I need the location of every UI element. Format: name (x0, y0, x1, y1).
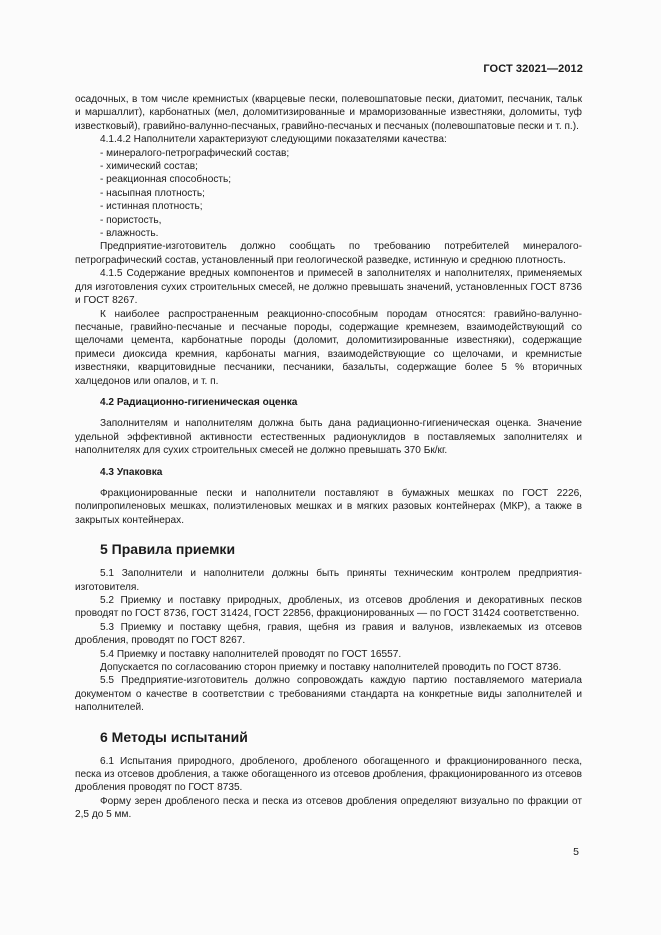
list-item: - истинная плотность; (100, 201, 203, 213)
quality-indicators-list (75, 147, 582, 241)
section-heading-5: 5 Правила приемки (100, 541, 236, 558)
paragraph: 4.1.5 Содержание вредных компонентов и примесей в заполнителях и наполнителях, применяемых для изготовления сухих строительных смесей, не должно превышать значений, установленных ГОСТ 8736 и ГОСТ 8267. (75, 268, 582, 307)
list-item: - минералого-петрографический состав; (100, 147, 290, 159)
document-body (75, 93, 582, 822)
list-item: - насыпная плотность; (100, 187, 205, 199)
paragraph: Фракционированные пески и наполнители поставляют в бумажных мешках по ГОСТ 2226, полипропиленовых мешках, полиэтиленовых мешках и в мягких разовых контейнерах (МКР), а также в закрытых контейнерах. (75, 487, 582, 526)
paragraph: осадочных, в том числе кремнистых (кварцевые пески, полевошпатовые пески, диатомит, песчаник, тальк и маршаллит), карбонатных (мел, доломитизированные и мраморизованные известняки, доломиты, туф известковый), гравийно-валунно-песчаных, гравийно-песчаных и песчаных (полевошпатовые пески и т. п.). (75, 94, 582, 132)
paragraph: Заполнителям и наполнителям должна быть дана радиационно-гигиеническая оценка. Значение удельной эффективной активности естественных радионуклидов в поставляемых заполнителях и наполнителях для сухих строительных смесей не должно превышать 370 Бк/кг. (75, 418, 582, 457)
list-item: - влажность. (100, 228, 159, 240)
section-heading-4-2: 4.2 Радиационно-гигиеническая оценка (100, 396, 298, 408)
paragraph: Допускается по согласованию сторон приемку и поставку наполнителей проводить по ГОСТ 8736. (100, 662, 562, 674)
paragraph: Форму зерен дробленого песка и песка из отсевов дробления определяют визуально по фракции от 2,5 до 5 мм. (75, 795, 582, 821)
paragraph: 5.1 Заполнители и наполнители должны быть приняты техническим контролем предприятия-изготовителя. (75, 568, 582, 593)
section-heading-6: 6 Методы испытаний (100, 728, 248, 745)
paragraph: К наиболее распространенным реакционно-способным породам относятся: гравийно-валунно-песчаные, гравийно-песчаные и песчаные породы, содержащие кремнезем, взаимодействующий со щелочами цемента, карбонатные породы (доломит, доломитизированные известняки), содержащие примеси диоксида кремния, карбонаты магния, взаимодействующие со щелочами, и кремнистые известняки, кварцитовидные песчаники, песчаники, базальты, содержащие более 5 % вторичных халцедонов или опалов, и т. п. (75, 308, 582, 387)
paragraph: 5.3 Приемку и поставку щебня, гравия, щебня из гравия и валунов, извлекаемых из отсевов дробления, проводят по ГОСТ 8267. (75, 621, 582, 647)
paragraph: Предприятие-изготовитель должно сообщать по требованию потребителей минералого-петрографический состав, установленный при геологической разведке, истинную и среднюю плотность. (75, 241, 582, 266)
paragraph: 4.1.4.2 Наполнители характеризуют следующими показателями качества: (100, 134, 447, 146)
paragraph: 5.2 Приемку и поставку природных, дробленых, из отсевов дробления и декоративных песков проводят по ГОСТ 8736, ГОСТ 31424, ГОСТ 22856, фракционированных — по ГОСТ 31424 соответственно. (75, 595, 582, 620)
list-item: - пористость, (100, 214, 162, 226)
list-item: - химический состав; (100, 161, 198, 173)
page-number: 5 (573, 846, 579, 858)
paragraph: 5.5 Предприятие-изготовитель должно сопровождать каждую партию поставляемого материала документом о качестве в соответствии с требованиями стандарта на конкретные виды заполнителей и наполнителей. (75, 675, 582, 714)
section-heading-4-3: 4.3 Упаковка (100, 466, 163, 478)
paragraph: 5.4 Приемку и поставку наполнителей проводят по ГОСТ 16557. (100, 648, 402, 660)
list-item: - реакционная способность; (100, 174, 232, 186)
paragraph: 6.1 Испытания природного, дробленого, дробленого обогащенного и фракционированного песка, песка из отсевов дробления, а также обогащенного из отсевов дробления, фракционированного из отсевов дробления проводят по ГОСТ 8735. (75, 755, 582, 794)
document-code-header: ГОСТ 32021—2012 (483, 63, 583, 75)
